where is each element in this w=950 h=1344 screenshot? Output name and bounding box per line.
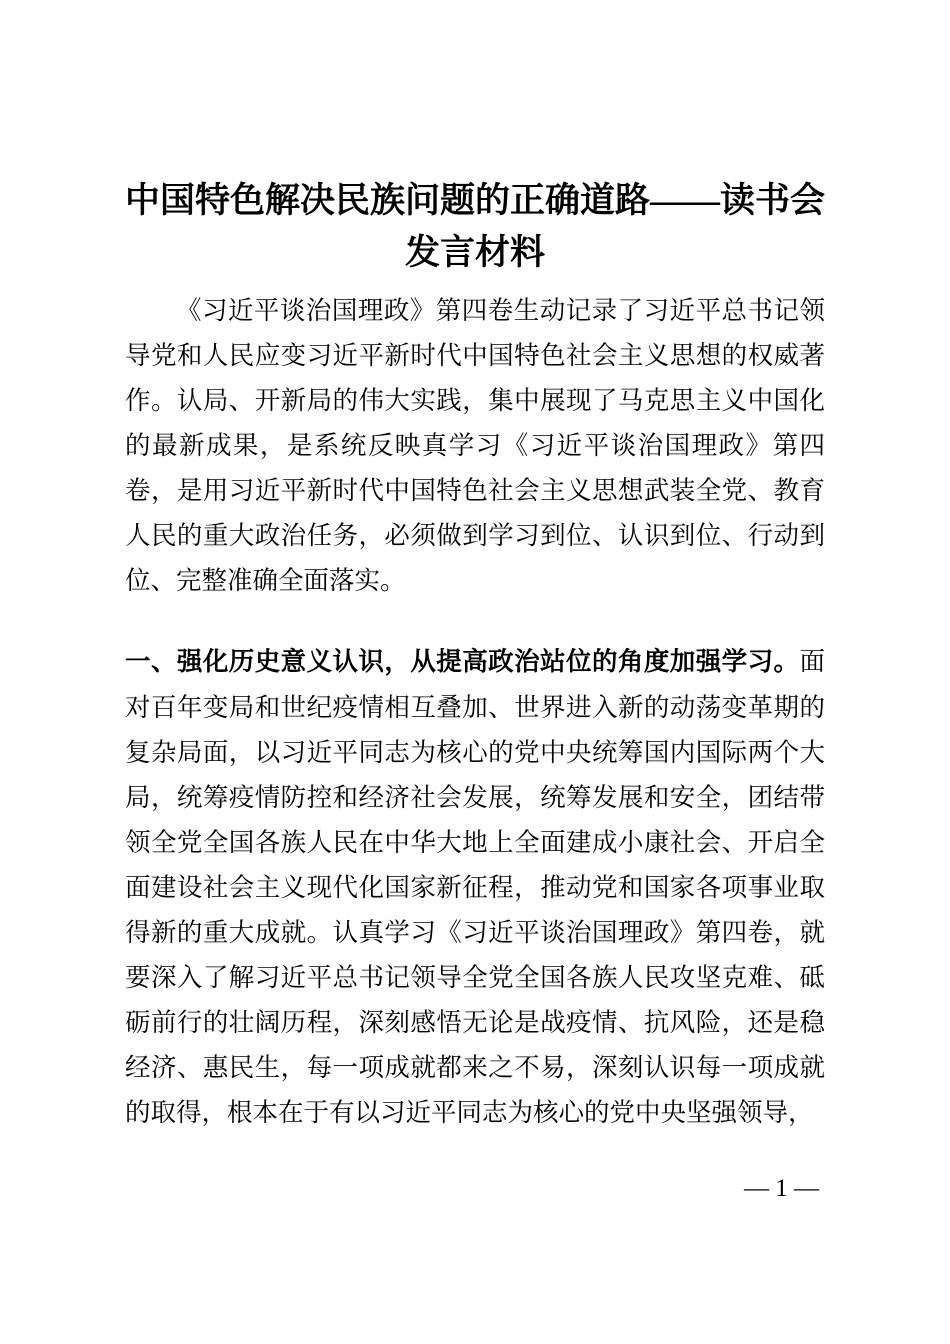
paragraph-section-1 [125,639,825,1135]
section-1-heading: 一、强化历史意义认识，从提高政治站位的角度加强学习。 [125,648,800,676]
document-title [113,175,837,279]
title-line-2: 发言材料 [404,233,545,272]
section-1-text: 面对百年变局和世纪疫情相互叠加、世界进入新的动荡变革期的复杂局面，以习近平同志为核心的党中央统筹国内国际两个大局，统筹疫情防控和经济社会发展，统筹发展和安全，团结带领全党全国各族人民在中华大地上全面建成小康社会、开启全面建设社会主义现代化国家新征程，推动党和国家各项事业取得新的重大成就。认真学习《习近平谈治国理政》第四卷，就要深入了解习近平总书记领导全党全国各族人民攻坚克难、砥砺前行的壮阔历程，深刻感悟无论是战疫情、抗风险，还是稳经济、惠民生，每一项成就都来之不易，深刻认识每一项成就的取得，根本在于有以习近平同志为核心的党中央坚强领导， [125,647,825,1127]
title-line-1: 中国特色解决民族问题的正确道路——读书会 [124,181,825,220]
paragraph-intro: 《习近平谈治国理政》第四卷生动记录了习近平总书记领导党和人民应变习近平新时代中国特色社会主义思想的权威著作。认局、开新局的伟大实践，集中展现了马克思主义中国化的最新成果，是系统反映真学习《习近平谈治国理政》第四卷，是用习近平新时代中国特色社会主义思想武装全党、教育人民的重大政治任务，必须做到学习到位、认识到位、行动到位、完整准确全面落实。 [125,296,825,595]
document-body [125,288,825,1203]
page-number: — 1 — [744,1175,819,1202]
